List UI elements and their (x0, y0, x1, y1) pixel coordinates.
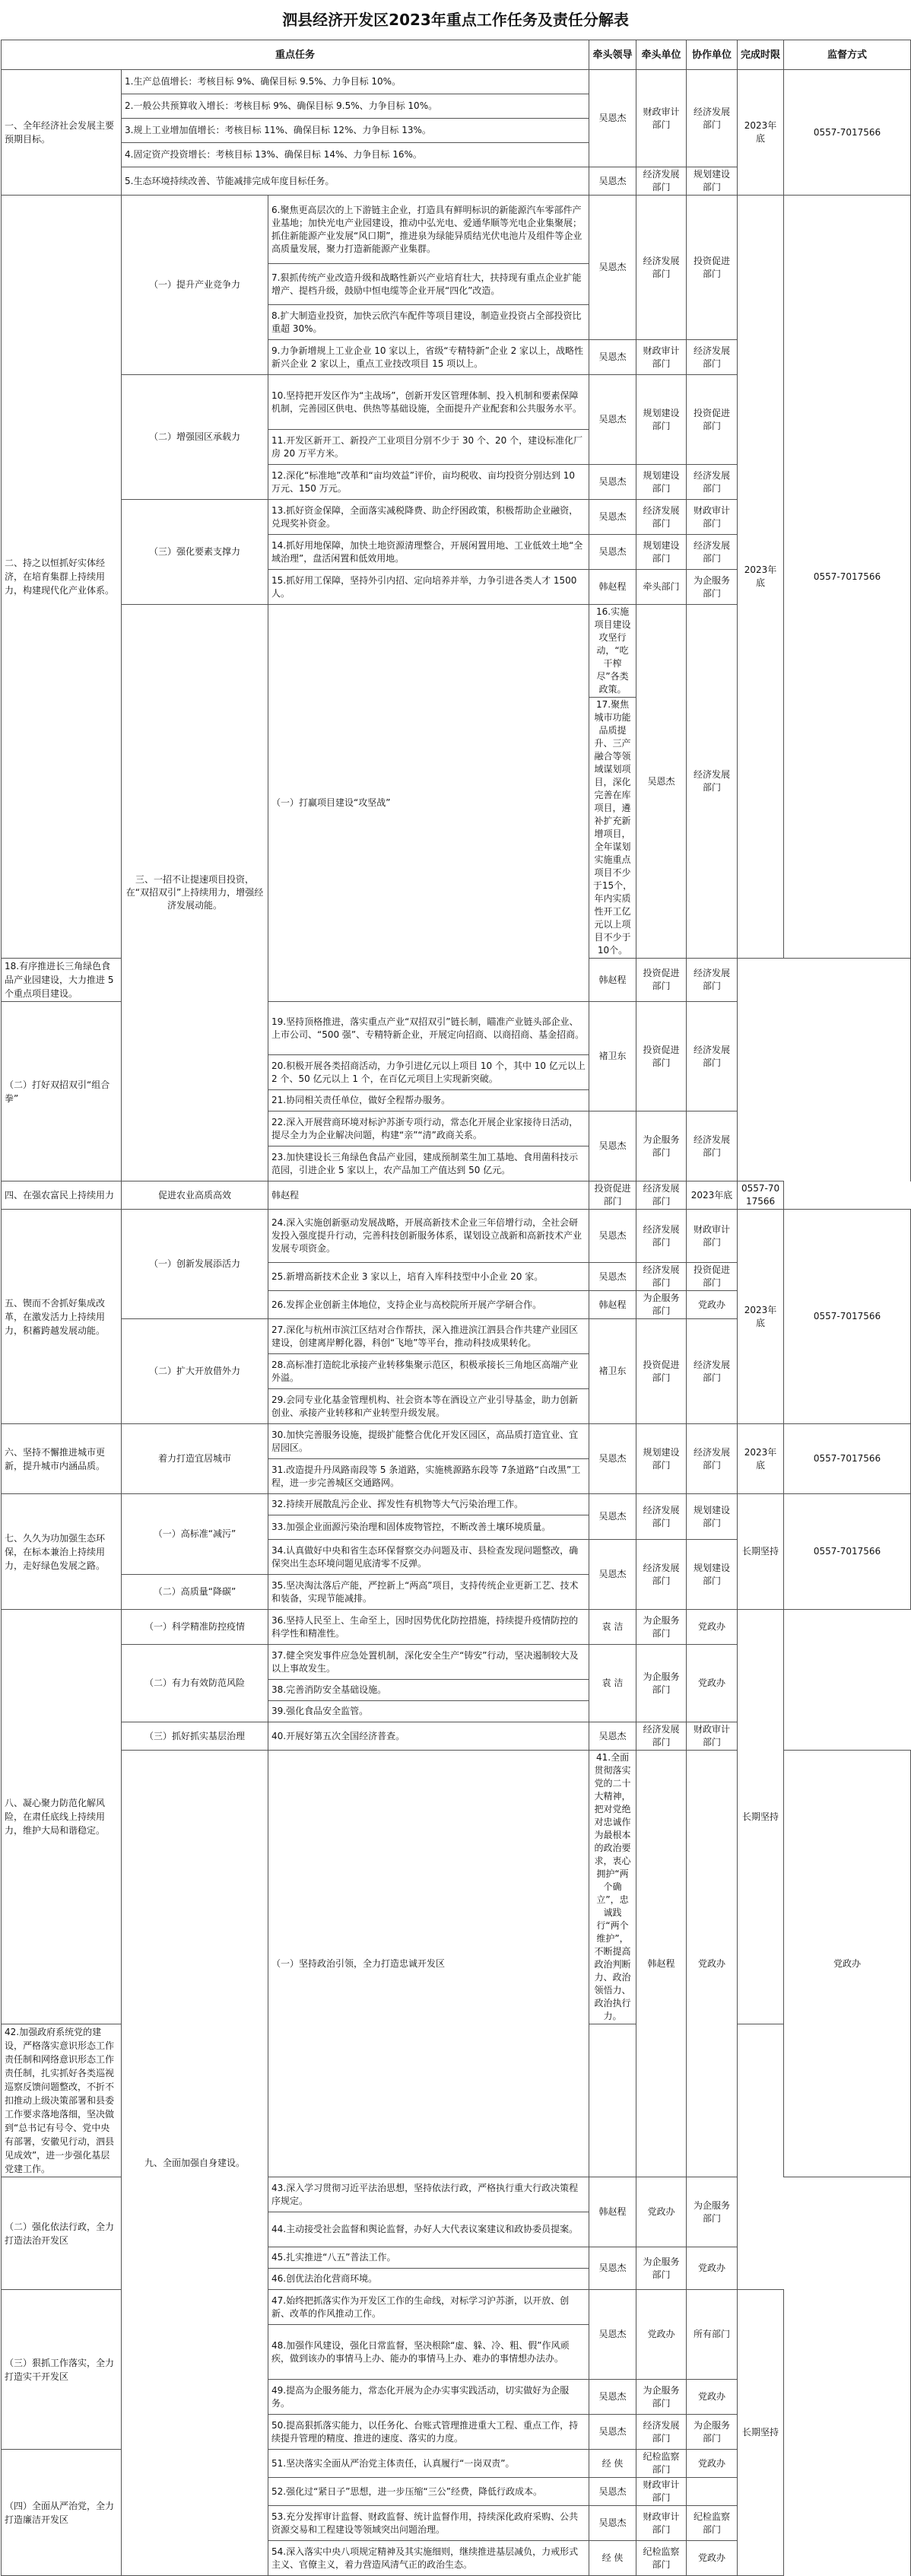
coop-unit-cell: 投资促进部门 (687, 196, 738, 340)
leader-cell: 吴恩杰 (589, 167, 636, 196)
leader-cell: 吴恩杰 (589, 2380, 636, 2415)
supervision-cell: 0557-7017566 (784, 1424, 911, 1494)
task-cell: 53.充分发挥审计监督、财政监督、统计监督作用，持续深化政府采购、公共资源交易和工程建设等领域突出问题治理。 (268, 2506, 589, 2541)
coop-unit-cell: 为企服务部门 (687, 2177, 738, 2247)
task-cell: 14.抓好用地保障，加快土地资源清理整合，开展闲置用地、工业低效土地“全域治理”，盘活闲置和低效用地。 (268, 535, 589, 570)
leader-cell: 吴恩杰 (589, 500, 636, 535)
lead-unit-cell: 规划建设部门 (636, 375, 687, 465)
task-cell: 9.力争新增规上工业企业 10 家以上，省级“专精特新”企业 2 家以上，战略性新兴企业 2 家以上，重点工业技改项目 15 项以上。 (268, 340, 589, 375)
subcategory-cell: 三、一招不让提速项目投资，在“双招双引”上持续用力，增强经济发展动能。 (122, 605, 268, 1181)
subcategory-cell: 1.生产总值增长：考核目标 9%、确保目标 9.5%、力争目标 10%。 (122, 70, 589, 94)
coop-unit-cell: 规划建设部门 (687, 167, 738, 196)
task-cell: 51.坚决落实全面从严治党主体责任，认真履行“一岗双责”。 (268, 2450, 589, 2478)
subcategory-cell: （一）高标准“减污” (122, 1494, 268, 1575)
task-cell: 36.坚持人民至上、生命至上，因时因势优化防控措施，持续提升疫情防控的科学性和精准性。 (268, 1610, 589, 1645)
coop-unit-cell: 党政办 (687, 1610, 738, 1645)
leader-cell: 吴恩杰 (589, 1540, 636, 1610)
category-cell: 七、久久为功加强生态环保，在标本兼治上持续用力，走好绿色发展之路。 (2, 1494, 122, 1610)
task-cell: 24.深入实施创新驱动发展战略，开展高新技术企业三年倍增行动，全社会研发投入强度提升行动，完善科技创新服务体系，谋划设立战新和高新技术产业发展专项资金。 (268, 1210, 589, 1263)
lead-unit-cell: 纪检监察部门 (636, 2541, 687, 2576)
table-row (2, 1424, 911, 1459)
lead-unit-cell: 党政办 (636, 2290, 687, 2380)
deadline-cell: 0557-7017566 (738, 1181, 784, 1210)
lead-unit-cell: 投资促进部门 (636, 1002, 687, 1111)
task-cell: 31.改造提升丹凤路南段等 5 条道路，实施桃源路东段等 7条道路“白改黑”工程，进一步完善城区交通路网。 (268, 1459, 589, 1494)
task-cell: 45.扎实推进“八五”普法工作。 (268, 2247, 589, 2269)
category-cell: （二）打好双招双引“组合拳” (2, 1002, 122, 1181)
coop-unit-cell: 为企服务部门 (687, 570, 738, 605)
subcategory-cell: （一）科学精准防控疫情 (122, 1610, 268, 1645)
category-cell: 五、锲而不舍抓好集成改革，在激发活力上持续用力，积蓄跨越发展动能。 (2, 1210, 122, 1424)
coop-unit-cell: 财政审计部门 (687, 500, 738, 535)
task-cell: 21.协同相关责任单位，做好全程帮办服务。 (268, 1090, 589, 1111)
task-cell: 49.提高为企服务能力，常态化开展为企办实事实践活动，切实做好为企服务。 (268, 2380, 589, 2415)
coop-unit-cell: 党政办 (687, 2380, 738, 2415)
coop-unit-cell: 经济发展部门 (687, 340, 738, 375)
lead-unit-cell: 财政审计部门 (636, 2506, 687, 2541)
task-cell: 15.抓好用工保障，坚持外引内招、定向培养并举，力争引进各类人才 1500人。 (268, 570, 589, 605)
task-cell: 20.积极开展各类招商活动，力争引进亿元以上项目 10 个，其中 10 亿元以上 2 个、50 亿元以上 1 个，在百亿元项目上实现新突破。 (268, 1055, 589, 1090)
leader-cell: 吴恩杰 (589, 2415, 636, 2450)
lead-unit-cell: 为企服务部门 (636, 2247, 687, 2290)
leader-cell: 袁 洁 (589, 1645, 636, 1722)
leader-cell: 吴恩杰 (589, 1494, 636, 1540)
leader-cell: 韩赵程 (589, 2177, 636, 2247)
coop-unit-cell: 为企服务部门 (687, 2415, 738, 2450)
lead-unit-cell: 韩赵程 (636, 1751, 687, 2177)
coop-unit-cell: 财政审计部门 (687, 1210, 738, 1263)
subcategory-cell: 着力打造宜居城市 (122, 1424, 268, 1494)
leader-cell: 韩赵程 (589, 570, 636, 605)
task-cell: 33.加强企业面源污染治理和固体废物管控，不断改善土壤环境质量。 (268, 1515, 589, 1540)
task-table (1, 40, 911, 2576)
category-cell: 18.有序推进长三角绿色食品产业园建设，大力推进 5 个重点项目建设。 (2, 959, 122, 1002)
supervision-cell: 党政办 (784, 1751, 911, 2177)
col-header-coop-unit: 协作单位 (687, 40, 738, 70)
lead-unit-cell: 经济发展部门 (636, 1494, 687, 1540)
coop-unit-cell: 经济发展部门 (687, 465, 738, 500)
coop-unit-cell: 党政办 (687, 2247, 738, 2290)
coop-unit-cell: 经济发展部门 (687, 70, 738, 167)
lead-unit-cell: 纪检监察部门 (636, 2450, 687, 2478)
lead-unit-cell: 经济发展部门 (636, 2415, 687, 2450)
coop-unit-cell: 党政办 (687, 1645, 738, 1722)
leader-cell: 吴恩杰 (589, 1424, 636, 1494)
deadline-cell: 长期坚持 (738, 1494, 784, 1610)
lead-unit-cell: 经济发展部门 (636, 1540, 687, 1610)
task-cell: 43.深入学习贯彻习近平法治思想，坚持依法行政，严格执行重大行政决策程序规定。 (268, 2177, 589, 2212)
lead-unit-cell: 经济发展部门 (636, 500, 687, 535)
subcategory-cell: 3.规上工业增加值增长：考核目标 11%、确保目标 12%、力争目标 13%。 (122, 119, 589, 143)
coop-unit-cell: 经济发展部门 (687, 1424, 738, 1494)
table-row (2, 1610, 911, 1645)
table-row (2, 70, 911, 94)
deadline-cell: 2023年底 (738, 70, 784, 196)
task-cell: （一）打赢项目建设“攻坚战” (268, 605, 589, 1002)
category-cell: 二、持之以恒抓好实体经济，在培育集群上持续用力，构建现代化产业体系。 (2, 196, 122, 959)
task-cell: 44.主动接受社会监督和舆论监督，办好人大代表议案建议和政协委员提案。 (268, 2212, 589, 2247)
deadline-cell: 长期坚持 (738, 1610, 784, 2024)
coop-unit-cell: 投资促进部门 (687, 375, 738, 465)
category-cell: 四、在强农富民上持续用力 (2, 1181, 122, 1210)
page-title: 泗县经济开发区2023年重点工作任务及责任分解表 (282, 11, 629, 29)
task-cell: 40.开展好第五次全国经济普查。 (268, 1722, 589, 1751)
header-row (2, 40, 911, 70)
coop-unit-cell: 经济发展部门 (687, 1319, 738, 1424)
subcategory-cell: （三）抓好抓实基层治理 (122, 1722, 268, 1751)
task-cell: 54.深入落实中央八项规定精神及其实施细则，继续推进基层减负，力戒形式主义、官僚主义，着力营造风清气正的政治生态。 (268, 2541, 589, 2576)
task-cell: 38.完善消防安全基础设施。 (268, 1680, 589, 1701)
coop-unit-cell: 党政办 (687, 1291, 738, 1319)
task-cell: （一）坚持政治引领，全力打造忠诚开发区 (268, 1751, 589, 2177)
coop-unit-cell: 财政审计部门 (687, 1722, 738, 1751)
leader-cell: 经 侠 (589, 2450, 636, 2478)
task-cell: 6.聚焦更高层次的上下游链主企业，打造具有鲜明标识的新能源汽车零部件产业基地；加快光电产业园建设，推动中弘光电、爱通华顺等光电企业集聚展；抓住新能源产业发展“风口期”，推进泉为绿能异质结光伏电池片及组件等企业高质量发展，聚力打造新能源产业集群。 (268, 196, 589, 264)
coop-unit-cell: 党政办 (687, 2541, 738, 2576)
lead-unit-cell: 为企服务部门 (636, 1645, 687, 1722)
supervision-cell: 0557-7017566 (784, 196, 911, 959)
task-cell: 26.发挥企业创新主体地位，支持企业与高校院所开展产学研合作。 (268, 1291, 589, 1319)
task-cell: 27.深化与杭州市滨江区结对合作帮扶，深入推进滨江泗县合作共建产业园区建设，创建离岸孵化器，科创“飞地”等平台，推动科技成果转化。 (268, 1319, 589, 1354)
subcategory-cell: （二）扩大开放借外力 (122, 1319, 268, 1424)
lead-unit-cell: 牵头部门 (636, 570, 687, 605)
coop-unit-cell: 党政办 (687, 2450, 738, 2478)
task-cell: 韩赵程 (268, 1181, 589, 1210)
task-cell: 48.加强作风建设，强化日常监督，坚决根除“虚、躲、冷、粗、假”作风顽疾，做到该办的事情马上办、能办的事情马上办、难办的事情想办法办。 (268, 2325, 589, 2380)
leader-cell: 吴恩杰 (589, 1210, 636, 1263)
lead-unit-cell: 规划建设部门 (636, 1424, 687, 1494)
lead-unit-cell: 财政审计部门 (636, 340, 687, 375)
coop-unit-cell: 经济发展部门 (687, 1111, 738, 1181)
task-cell: 8.扩大制造业投资，加快云欣汽车配件等项目建设，制造业投资占全部投资比重超 30%。 (268, 305, 589, 340)
deadline-cell: 长期坚持 (738, 2290, 784, 2576)
leader-cell: 吴恩杰 (589, 375, 636, 465)
leader-cell: 袁 洁 (589, 1610, 636, 1645)
leader-cell: 吴恩杰 (589, 1111, 636, 1181)
task-cell: 7.狠抓传统产业改造升级和战略性新兴产业培育壮大，扶持现有重点企业扩能增产、提档升级，鼓励中恒电缆等企业开展“四化”改造。 (268, 264, 589, 305)
leader-cell: 16.实施项目建设攻坚行动，“吃干榨尽”各类政策。 (589, 605, 636, 698)
task-cell: 52.强化过“紧日子”思想，进一步压缩“三公”经费，降低行政成本。 (268, 2478, 589, 2506)
task-cell: 30.加快完善服务设施，提级扩能整合优化开发区园区，高品质打造宜业、宜居园区。 (268, 1424, 589, 1459)
lead-unit-cell: 规划建设部门 (636, 535, 687, 570)
table-row (2, 1494, 911, 1515)
subcategory-cell: （三）强化要素支撑力 (122, 500, 268, 605)
coop-unit-cell: 党政办 (687, 1751, 738, 2177)
lead-unit-cell: 财政审计部门 (636, 70, 687, 167)
subcategory-cell: （二）高质量“降碳” (122, 1575, 268, 1610)
task-cell: 12.深化“标准地”改革和“亩均效益”评价，亩均税收、亩均投资分别达到 10 万元、150 万元。 (268, 465, 589, 500)
lead-unit-cell: 经济发展部门 (636, 196, 687, 340)
subcategory-cell: 5.生态环境持续改善、节能减排完成年度目标任务。 (122, 167, 589, 196)
coop-unit-cell (687, 2478, 738, 2506)
task-cell: 35.坚决淘汰落后产能，严控新上“两高”项目，支持传统企业更新工艺、技术和装备，实现节能减排。 (268, 1575, 589, 1610)
lead-unit-cell: 投资促进部门 (636, 959, 687, 1002)
subcategory-cell: （二）增强园区承载力 (122, 375, 268, 500)
coop-unit-cell: 2023年底 (687, 1181, 738, 1210)
lead-unit-cell: 财政审计部门 (636, 2478, 687, 2506)
leader-cell: 吴恩杰 (589, 70, 636, 167)
leader-cell: 吴恩杰 (589, 2247, 636, 2290)
lead-unit-cell: 经济发展部门 (636, 167, 687, 196)
coop-unit-cell: 纪检监察部门 (687, 2506, 738, 2541)
leader-cell: 褚卫东 (589, 1002, 636, 1111)
coop-unit-cell: 经济发展部门 (687, 535, 738, 570)
leader-cell: 吴恩杰 (589, 1722, 636, 1751)
lead-unit-cell: 党政办 (636, 2177, 687, 2247)
coop-unit-cell: 经济发展部门 (687, 605, 738, 959)
leader-cell: 吴恩杰 (589, 1263, 636, 1291)
col-header-supervision: 监督方式 (784, 40, 911, 70)
lead-unit-cell: 为企服务部门 (636, 1610, 687, 1645)
task-cell: 28.高标准打造皖北承接产业转移集聚示范区，积极承接长三角地区高端产业外溢。 (268, 1354, 589, 1389)
category-cell: （三）狠抓工作落实，全力打造实干开发区 (2, 2290, 122, 2450)
deadline-cell: 2023年底 (738, 1424, 784, 1494)
supervision-cell: 0557-7017566 (784, 70, 911, 196)
leader-cell: 韩赵程 (589, 959, 636, 1002)
task-cell: 23.加快建设长三角绿色食品产业园，建成预制菜生加工基地、食用菌科技示范园，引进企业 5 家以上，农产品加工产值达到 50 亿元。 (268, 1146, 589, 1181)
coop-unit-cell: 规划建设部门 (687, 1540, 738, 1610)
leader-cell: 吴恩杰 (589, 535, 636, 570)
coop-unit-cell: 经济发展部门 (687, 959, 738, 1002)
col-header-lead-unit: 牵头单位 (636, 40, 687, 70)
subcategory-cell: 九、全面加强自身建设。 (122, 1751, 268, 2576)
leader-cell: 褚卫东 (589, 1319, 636, 1424)
table-row (2, 1181, 911, 1210)
leader-cell: 41.全面贯彻落实党的二十大精神，把对党绝对忠诚作为最根本的政治要求，衷心拥护“两个确立”，忠诚践行“两个维护”，不断提高政治判断力、政治领悟力、政治执行力。 (589, 1751, 636, 2024)
leader-cell: 吴恩杰 (589, 2478, 636, 2506)
task-cell: 25.新增高新技术企业 3 家以上，培育入库科技型中小企业 20 家。 (268, 1263, 589, 1291)
task-cell: 47.始终把抓落实作为开发区工作的生命线，对标学习沪苏浙，以开放、创新、改革的作风推动工作。 (268, 2290, 589, 2325)
supervision-cell: 0557-7017566 (784, 1494, 911, 1610)
task-cell: 34.认真做好中央和省生态环保督察交办问题及市、县检查发现问题整改，确保突出生态环境问题见底清零不反弹。 (268, 1540, 589, 1575)
leader-cell: 吴恩杰 (589, 340, 636, 375)
lead-unit-cell: 经济发展部门 (636, 1181, 687, 1210)
leader-cell: 吴恩杰 (589, 196, 636, 340)
task-cell: 22.深入开展营商环境对标沪苏浙专项行动，常态化开展企业家接待日活动，提尽全力为企业解决问题，构建“亲”“清”政商关系。 (268, 1111, 589, 1146)
subcategory-cell: 2.一般公共预算收入增长：考核目标 9%、确保目标 9.5%、力争目标 10%。 (122, 94, 589, 119)
category-cell: 一、全年经济社会发展主要预期目标。 (2, 70, 122, 196)
task-cell: 50.提高狠抓落实能力，以任务化、台账式管理推进重大工程、重点工作，持续提升管理的精度、推进的速度、落实的力度。 (268, 2415, 589, 2450)
category-cell: （二）强化依法行政，全力打造法治开发区 (2, 2177, 122, 2290)
subcategory-cell: （一）提升产业竞争力 (122, 196, 268, 375)
subcategory-cell: （二）有力有效防范风险 (122, 1645, 268, 1722)
category-cell: 八、凝心聚力防范化解风险，在肃任底线上持续用力，维护大局和谐稳定。 (2, 1610, 122, 2024)
deadline-cell: 2023年底 (738, 196, 784, 959)
leader-cell: 经 侠 (589, 2541, 636, 2576)
lead-unit-cell: 为企服务部门 (636, 1291, 687, 1319)
lead-unit-cell: 为企服务部门 (636, 1111, 687, 1181)
lead-unit-cell: 规划建设部门 (636, 465, 687, 500)
subcategory-cell: 促进农业高质高效 (122, 1181, 268, 1210)
leader-cell: 投资促进部门 (589, 1181, 636, 1210)
lead-unit-cell: 为企服务部门 (636, 2380, 687, 2415)
col-header-deadline: 完成时限 (738, 40, 784, 70)
lead-unit-cell: 经济发展部门 (636, 1263, 687, 1291)
task-cell: 46.创优法治化营商环境。 (268, 2269, 589, 2290)
table-row (2, 196, 911, 264)
table-row (2, 1210, 911, 1263)
category-cell: 六、坚持不懈推进城市更新，提升城市内涵品质。 (2, 1424, 122, 1494)
lead-unit-cell: 经济发展部门 (636, 1210, 687, 1263)
task-cell: 10.坚持把开发区作为“主战场”，创新开发区管理体制、投入机制和要素保障机制，完善园区供电、供热等基础设施，全面提升产业配套和公共服务水平。 (268, 375, 589, 430)
coop-unit-cell: 所有部门 (687, 2290, 738, 2380)
task-cell: 37.健全突发事件应急处置机制，深化安全生产“铸安”行动，坚决遏制较大及以上事故发生。 (268, 1645, 589, 1680)
lead-unit-cell: 经济发展部门 (636, 1722, 687, 1751)
leader-cell: 韩赵程 (589, 1291, 636, 1319)
coop-unit-cell: 规划建设部门 (687, 1494, 738, 1540)
coop-unit-cell: 经济发展部门 (687, 1002, 738, 1111)
task-cell: 32.持续开展散乱污企业、挥发性有机物等大气污染治理工作。 (268, 1494, 589, 1515)
task-cell: 19.坚持顶格推进，落实重点产业“双招双引”链长制，瞄准产业链头部企业、上市公司、“500 强”、专精特新企业，开展定向招商、以商招商、基金招商。 (268, 1002, 589, 1055)
lead-unit-cell: 吴恩杰 (636, 605, 687, 959)
coop-unit-cell: 投资促进部门 (687, 1263, 738, 1291)
category-cell: （四）全面从严治党，全力打造廉洁开发区 (2, 2450, 122, 2576)
table-body (2, 70, 911, 2576)
task-cell: 29.会同专业化基金管理机构、社会资本等在酒设立产业引导基金，助力创新创业、承接产业转移和产业转型升级发展。 (268, 1389, 589, 1424)
leader-cell: 吴恩杰 (589, 2506, 636, 2541)
lead-unit-cell: 投资促进部门 (636, 1319, 687, 1424)
col-header-task: 重点任务 (2, 40, 589, 70)
task-cell: 11.开发区新开工、新投产工业项目分别不少于 30 个、20 个，建设标准化厂房 20 万平方米。 (268, 430, 589, 465)
supervision-cell: 0557-7017566 (784, 1210, 911, 1424)
col-header-leader: 牵头领导 (589, 40, 636, 70)
leader-cell: 17.聚焦城市功能品质提升、三产融合等领域谋划项目，深化完善在库项目，遴补扩充新增项目，全年谋划实施重点项目不少于15个，年内实质性开工亿元以上项目不少于10个。 (589, 698, 636, 959)
category-cell: 42.加强政府系统党的建设，严格落实意识形态工作责任制和网络意识形态工作责任制，扎实抓好各类巡视巡察反馈问题整改，不折不扣推动上级决策部署和县委工作要求落地落细，坚决做到“总书记有号令、党中央有部署，安徽见行动，泗县见成效”，进一步强化基层党建工作。 (2, 2024, 122, 2177)
leader-cell: 吴恩杰 (589, 2290, 636, 2380)
leader-cell: 吴恩杰 (589, 465, 636, 500)
task-cell: 13.抓好资金保障，全面落实减税降费、助企纾困政策，积极帮助企业融资，兑现奖补资金。 (268, 500, 589, 535)
deadline-cell: 2023年底 (738, 1210, 784, 1424)
subcategory-cell: （一）创新发展添活力 (122, 1210, 268, 1319)
subcategory-cell: 4.固定资产投资增长：考核目标 13%、确保目标 14%、力争目标 16%。 (122, 143, 589, 167)
task-cell: 39.强化食品安全监管。 (268, 1701, 589, 1722)
